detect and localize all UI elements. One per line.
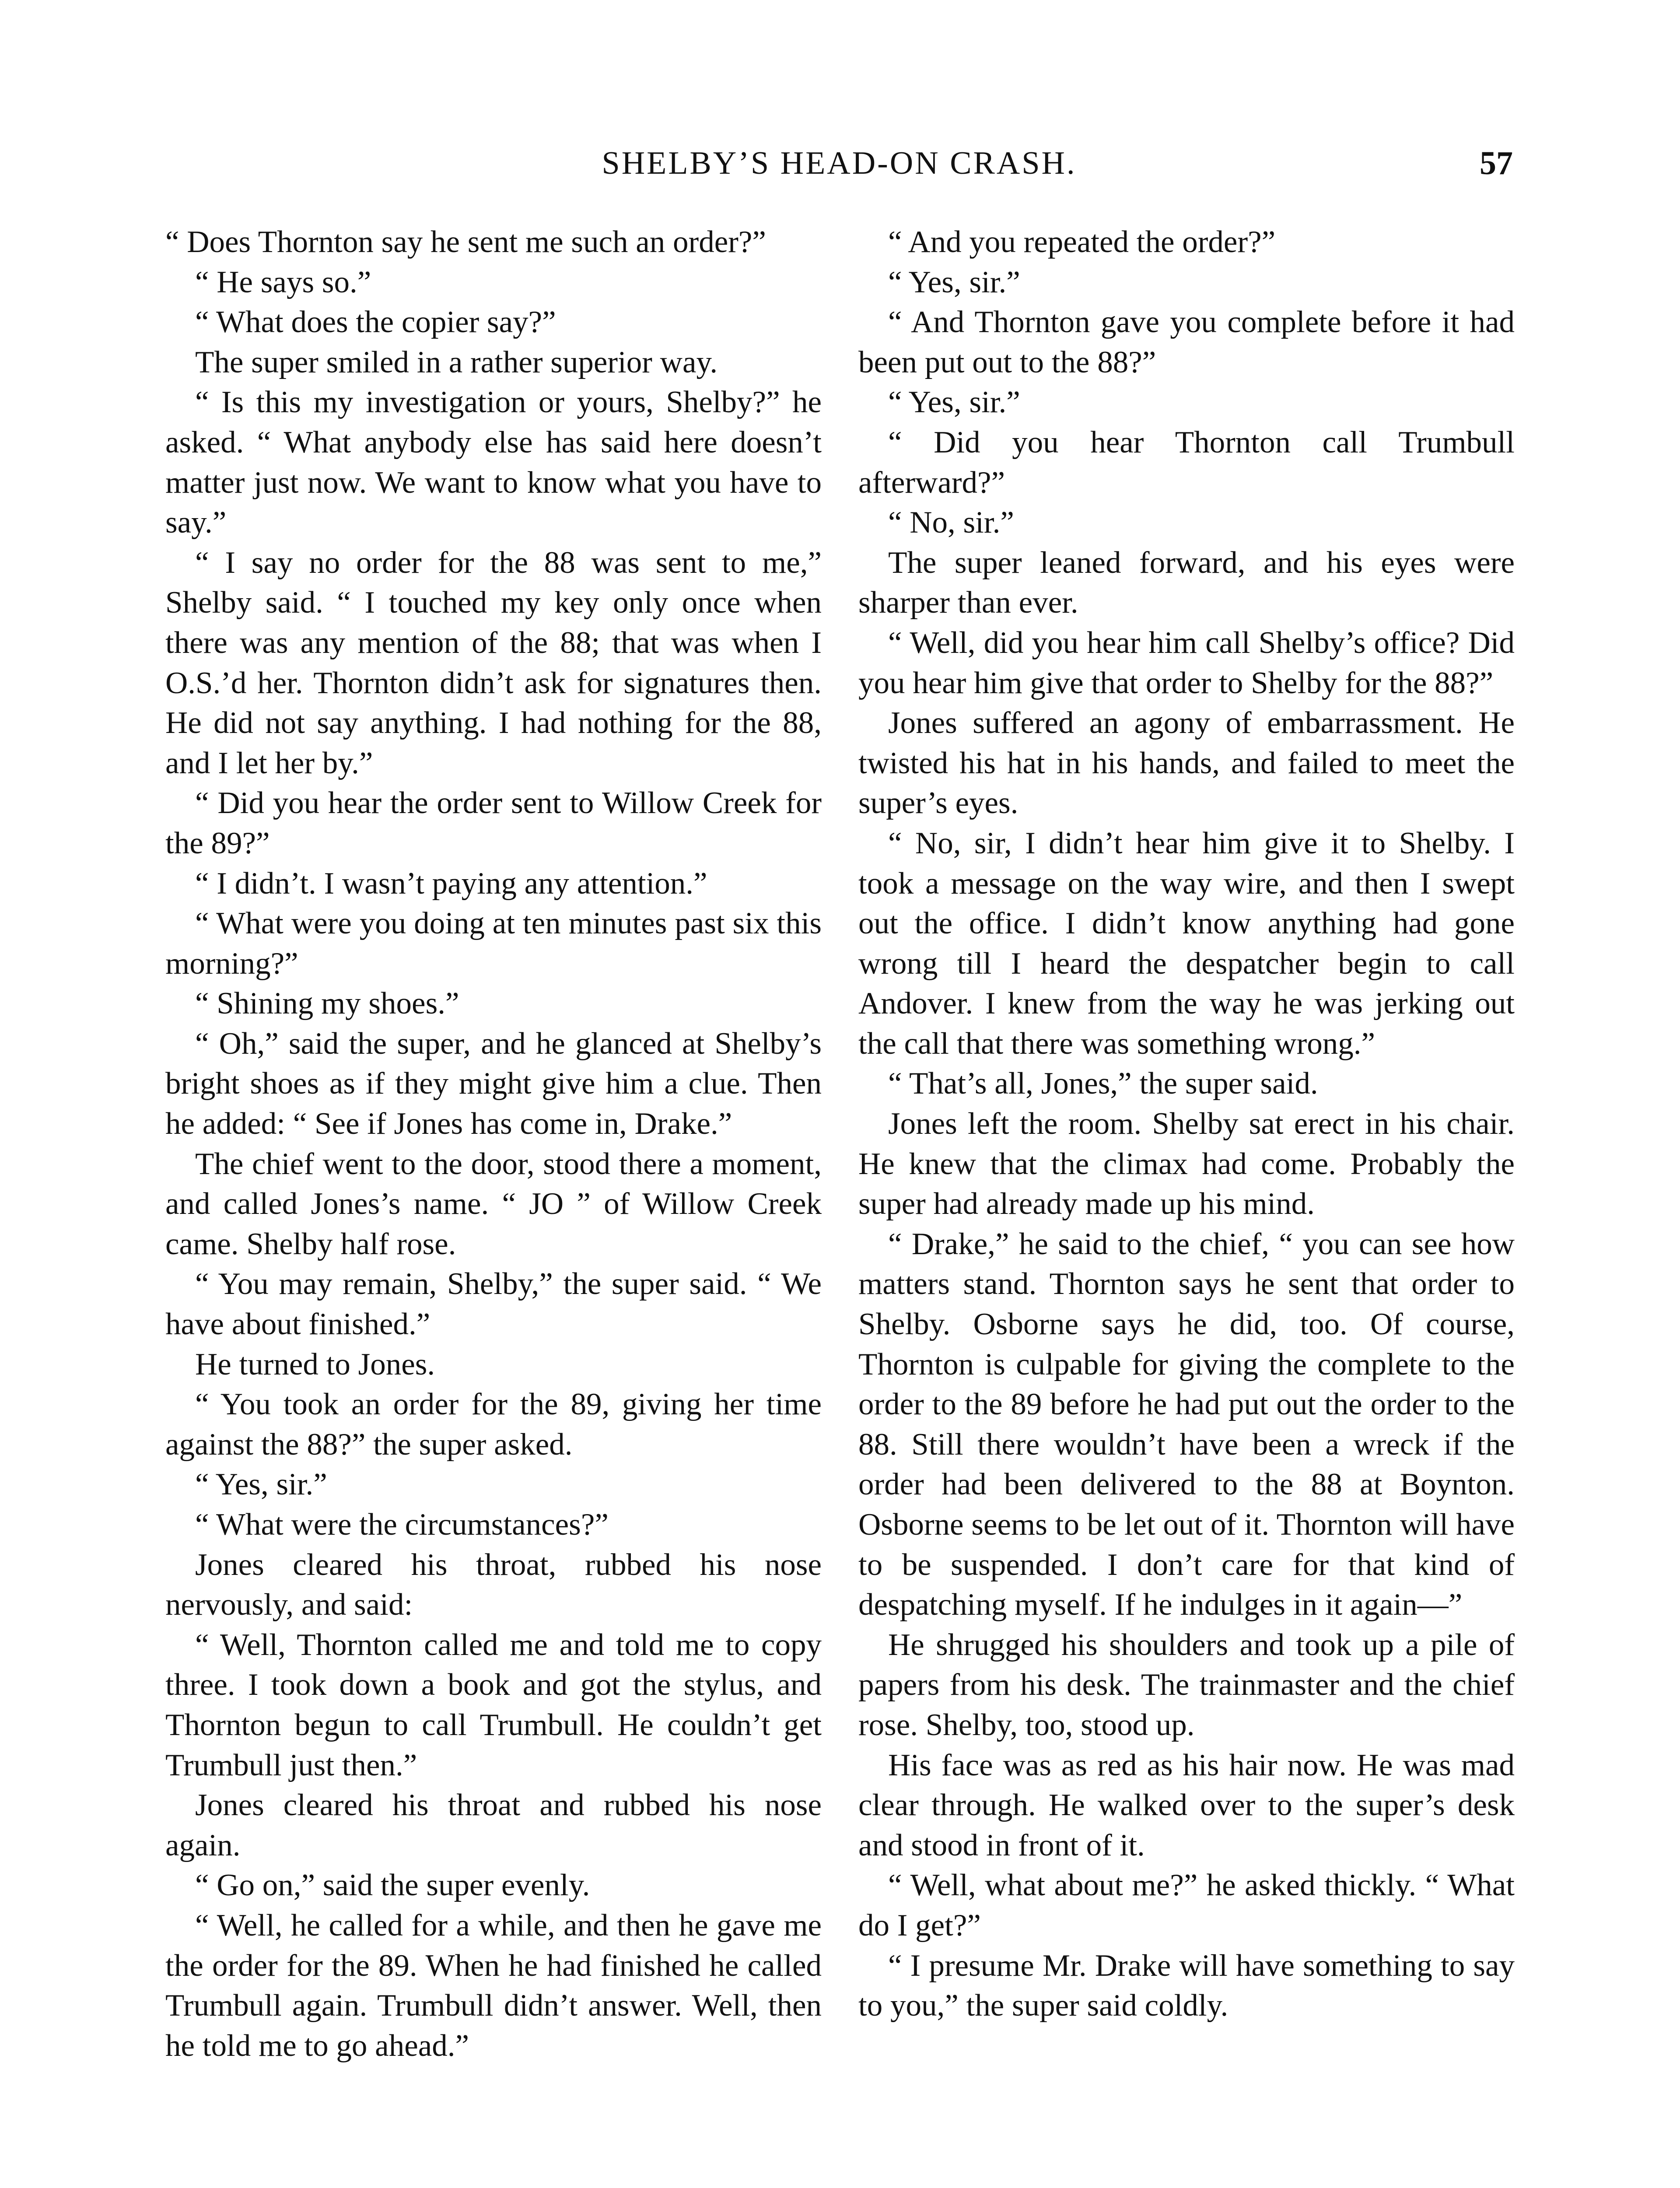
paragraph: “ Yes, sir.” bbox=[195, 1467, 327, 1502]
paragraph: The super leaned forward, and his eyes were sharper than ever. bbox=[858, 545, 1515, 620]
right-text-column bbox=[858, 222, 1515, 2026]
paragraph: “ Shining my shoes.” bbox=[195, 986, 459, 1021]
paragraph: The chief went to the door, stood there a moment, and called Jones’s name. “ JO ” of Willow Creek came. Shelby half rose. bbox=[165, 1147, 822, 1261]
paragraph: “ That’s all, Jones,” the super said. bbox=[888, 1066, 1318, 1101]
paragraph: “ Drake,” he said to the chief, “ you can see how matters stand. Thornton says he sent that order to Shelby. Osborne says he did, too. Of course, Thornton is culpable for giving the complete to the order to the 89 before he had put out the order to the 88. Still there wouldn’t have been a wreck if the order had been delivered to the 88 at Boynton. Osborne seems to be let out of it. Thornton will have to be suspended. I don’t care for that kind of despatching myself. If he indulges in it again—” bbox=[858, 1227, 1515, 1622]
paragraph: “ And Thornton gave you complete before it had been put out to the 88?” bbox=[858, 305, 1515, 379]
paragraph: “ Well, Thornton called me and told me to copy three. I took down a book and got the stylus, and Thornton begun to call Trumbull. He couldn’t get Trumbull just then.” bbox=[165, 1627, 822, 1782]
paragraph: “ Did you hear Thornton call Trumbull afterward?” bbox=[858, 425, 1515, 500]
paragraph: “ You may remain, Shelby,” the super said. “ We have about finished.” bbox=[165, 1267, 822, 1342]
page-number: 57 bbox=[1480, 145, 1513, 182]
paragraph: “ Does Thornton say he sent me such an order?” bbox=[165, 225, 766, 259]
paragraph: “ What does the copier say?” bbox=[195, 305, 556, 340]
paragraph: “ Is this my investigation or yours, Shelby?” he asked. “ What anybody else has said here doesn’t matter just now. We want to know what you have to say.” bbox=[165, 385, 822, 540]
paragraph: “ Yes, sir.” bbox=[888, 265, 1020, 299]
page-header bbox=[165, 139, 1513, 187]
paragraph: “ He says so.” bbox=[195, 265, 371, 299]
paragraph: The super smiled in a rather superior way. bbox=[195, 345, 718, 379]
paragraph: Jones suffered an agony of embarrassment. He twisted his hat in his hands, and failed to meet the super’s eyes. bbox=[858, 706, 1515, 820]
paragraph: “ What were the circumstances?” bbox=[195, 1508, 609, 1542]
paragraph: He turned to Jones. bbox=[195, 1347, 435, 1382]
paragraph: “ Well, he called for a while, and then he gave me the order for the 89. When he had finished he called Trumbull again. Trumbull didn’t answer. Well, then he told me to go ahead.” bbox=[165, 1908, 822, 2063]
paragraph: “ No, sir, I didn’t hear him give it to Shelby. I took a message on the way wire, and then I swept out the office. I didn’t know anything had gone wrong till I heard the despatcher begin to call Andover. I knew from the way he was jerking out the call that there was something wrong.” bbox=[858, 826, 1515, 1061]
paragraph: “ Yes, sir.” bbox=[888, 385, 1020, 420]
paragraph: “ No, sir.” bbox=[888, 505, 1014, 540]
paragraph: “ Did you hear the order sent to Willow Creek for the 89?” bbox=[165, 786, 822, 860]
paragraph: Jones cleared his throat and rubbed his nose again. bbox=[165, 1788, 822, 1862]
paragraph: “ I didn’t. I wasn’t paying any attention.” bbox=[195, 866, 707, 901]
paragraph: “ Go on,” said the super evenly. bbox=[195, 1868, 590, 1903]
left-text-column bbox=[165, 222, 822, 2066]
paragraph: “ I say no order for the 88 was sent to me,” Shelby said. “ I touched my key only once when there was any mention of the 88; that was when I O.S.’d her. Thornton didn’t ask for signatures then. He did not say anything. I had nothing for the 88, and I let her by.” bbox=[165, 545, 822, 780]
paragraph: His face was as red as his hair now. He was mad clear through. He walked over to the super’s desk and stood in front of it. bbox=[858, 1748, 1515, 1862]
paragraph: “ Well, did you hear him call Shelby’s office? Did you hear him give that order to Shelby for the 88?” bbox=[858, 625, 1515, 700]
paragraph: “ And you repeated the order?” bbox=[888, 225, 1276, 259]
paragraph: “ Well, what about me?” he asked thickly. “ What do I get?” bbox=[858, 1868, 1515, 1943]
running-head: SHELBY’S HEAD-ON CRASH. bbox=[602, 145, 1077, 181]
paragraph: He shrugged his shoulders and took up a pile of papers from his desk. The trainmaster and the chief rose. Shelby, too, stood up. bbox=[858, 1627, 1515, 1742]
paragraph: Jones cleared his throat, rubbed his nose nervously, and said: bbox=[165, 1547, 822, 1622]
paragraph: “ You took an order for the 89, giving her time against the 88?” the super asked. bbox=[165, 1387, 822, 1462]
paragraph: “ Oh,” said the super, and he glanced at Shelby’s bright shoes as if they might give him a clue. Then he added: “ See if Jones has come in, Drake.” bbox=[165, 1026, 822, 1141]
paragraph: “ I presume Mr. Drake will have something to say to you,” the super said coldly. bbox=[858, 1948, 1515, 2023]
paragraph: Jones left the room. Shelby sat erect in his chair. He knew that the climax had come. Probably the super had already made up his mind. bbox=[858, 1107, 1515, 1221]
paragraph: “ What were you doing at ten minutes past six this morning?” bbox=[165, 906, 822, 981]
